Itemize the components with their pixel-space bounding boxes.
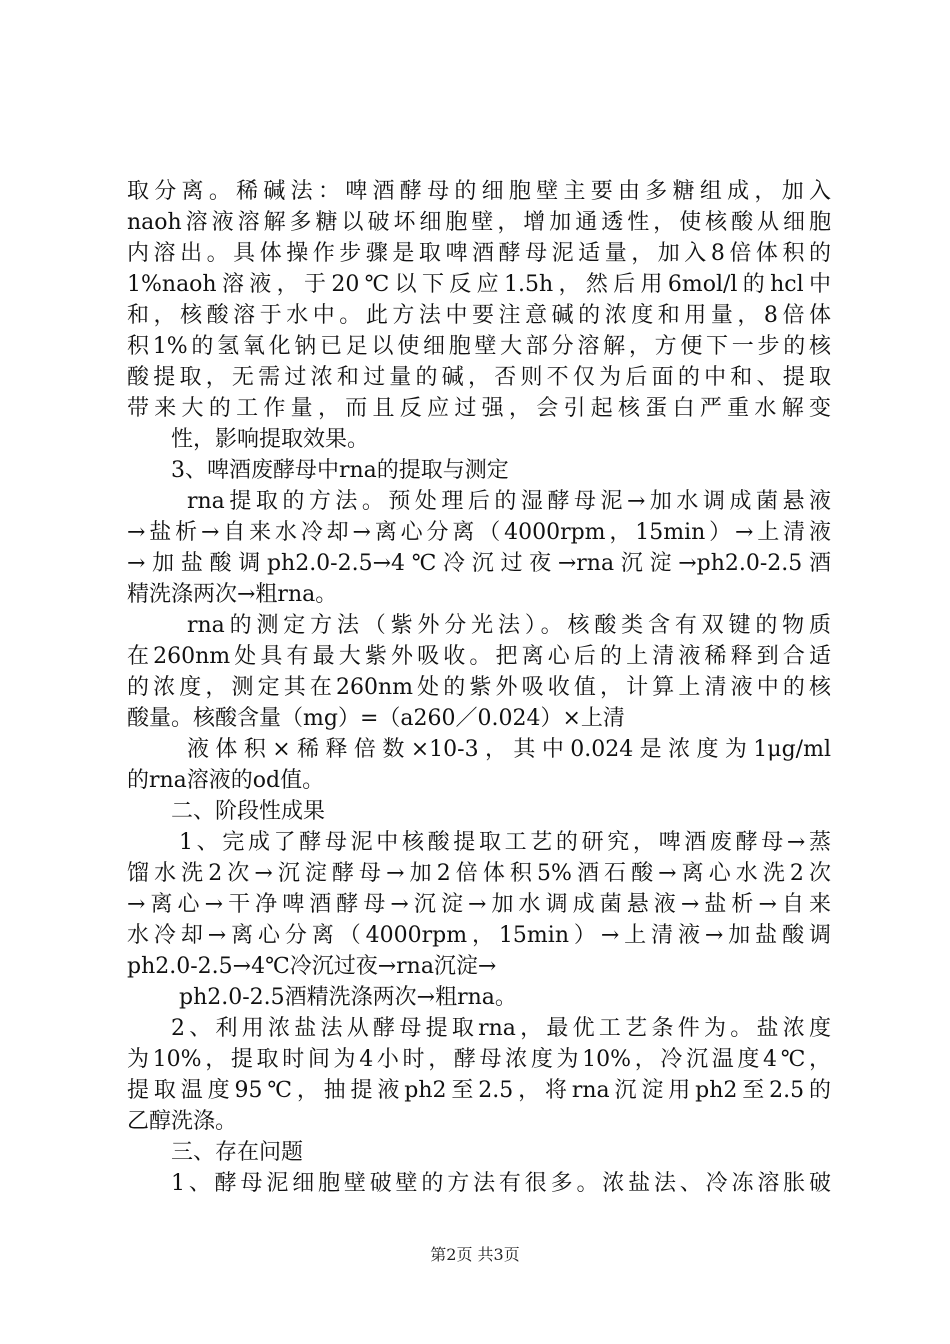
text-line: 为10%，提取时间为4小时，酵母浓度为10%，冷沉温度4℃， [127, 1047, 831, 1072]
text-line: 1、完成了酵母泥中核酸提取工艺的研究，啤酒废酵母→蒸 [179, 830, 831, 855]
text-line: 内溶出。具体操作步骤是取啤酒酵母泥适量，加入8倍体积的 [127, 241, 831, 266]
text-line: rna提取的方法。预处理后的湿酵母泥→加水调成菌悬液 [187, 489, 831, 514]
text-line: 1%naoh溶液，于20℃以下反应1.5h，然后用6mol/l的hcl中 [127, 272, 831, 297]
text-line: 1、酵母泥细胞壁破壁的方法有很多。浓盐法、冷冻溶胀破 [171, 1171, 831, 1196]
text-line: 酸量。核酸含量（mg）=（a260／0.024）×上清 [127, 706, 625, 731]
section-heading: 二、阶段性成果 [171, 799, 326, 824]
text-line: 2、利用浓盐法从酵母提取rna，最优工艺条件为。盐浓度 [171, 1016, 831, 1041]
text-line: →加盐酸调ph2.0-2.5→4℃冷沉过夜→rna沉淀→ph2.0-2.5酒 [127, 551, 831, 576]
text-line: 乙醇洗涤。 [127, 1109, 238, 1134]
text-line: 精洗涤两次→粗rna。 [127, 582, 338, 607]
text-line: 馏水洗2次→沉淀酵母→加2倍体积5%酒石酸→离心水洗2次 [127, 861, 831, 886]
text-line: →离心→干净啤酒酵母→沉淀→加水调成菌悬液→盐析→自来 [127, 892, 831, 917]
section-heading: 三、存在问题 [171, 1140, 304, 1165]
text-line: 的浓度，测定其在260nm处的紫外吸收值，计算上清液中的核 [127, 675, 831, 700]
text-line: 性，影响提取效果。 [171, 427, 370, 452]
text-line: ph2.0-2.5酒精洗涤两次→粗rna。 [179, 985, 517, 1010]
text-line: 在260nm处具有最大紫外吸收。把离心后的上清液稀释到合适 [127, 644, 831, 669]
text-line: rna的测定方法（紫外分光法）。核酸类含有双键的物质 [187, 613, 831, 638]
text-line: 水冷却→离心分离（4000rpm，15min）→上清液→加盐酸调 [127, 923, 831, 948]
section-heading: 3、啤酒废酵母中rna的提取与测定 [171, 458, 509, 483]
text-line: 积1%的氢氧化钠已足以使细胞壁大部分溶解，方便下一步的核 [127, 334, 831, 359]
text-line: 液体积×稀释倍数×10-3，其中0.024是浓度为1μg/ml [187, 737, 831, 762]
text-line: 提取温度95℃，抽提液ph2至2.5，将rna沉淀用ph2至2.5的 [127, 1078, 831, 1103]
text-line: 和，核酸溶于水中。此方法中要注意碱的浓度和用量，8倍体 [127, 303, 831, 328]
text-line: 取分离。稀碱法：啤酒酵母的细胞壁主要由多糖组成，加入 [127, 179, 831, 204]
page-number-footer: 第2页 共3页 [430, 1245, 520, 1264]
text-line: 酸提取，无需过浓和过量的碱，否则不仅为后面的中和、提取 [127, 365, 831, 390]
text-line: 的rna溶液的od值。 [127, 768, 325, 793]
text-line: →盐析→自来水冷却→离心分离（4000rpm，15min）→上清液 [127, 520, 831, 545]
text-line: 带来大的工作量，而且反应过强，会引起核蛋白严重水解变 [127, 396, 831, 421]
text-line: naoh溶液溶解多糖以破坏细胞壁，增加通透性，使核酸从细胞 [127, 210, 831, 235]
document-body [127, 176, 831, 1199]
text-line: ph2.0-2.5→4℃冷沉过夜→rna沉淀→ [127, 954, 497, 979]
